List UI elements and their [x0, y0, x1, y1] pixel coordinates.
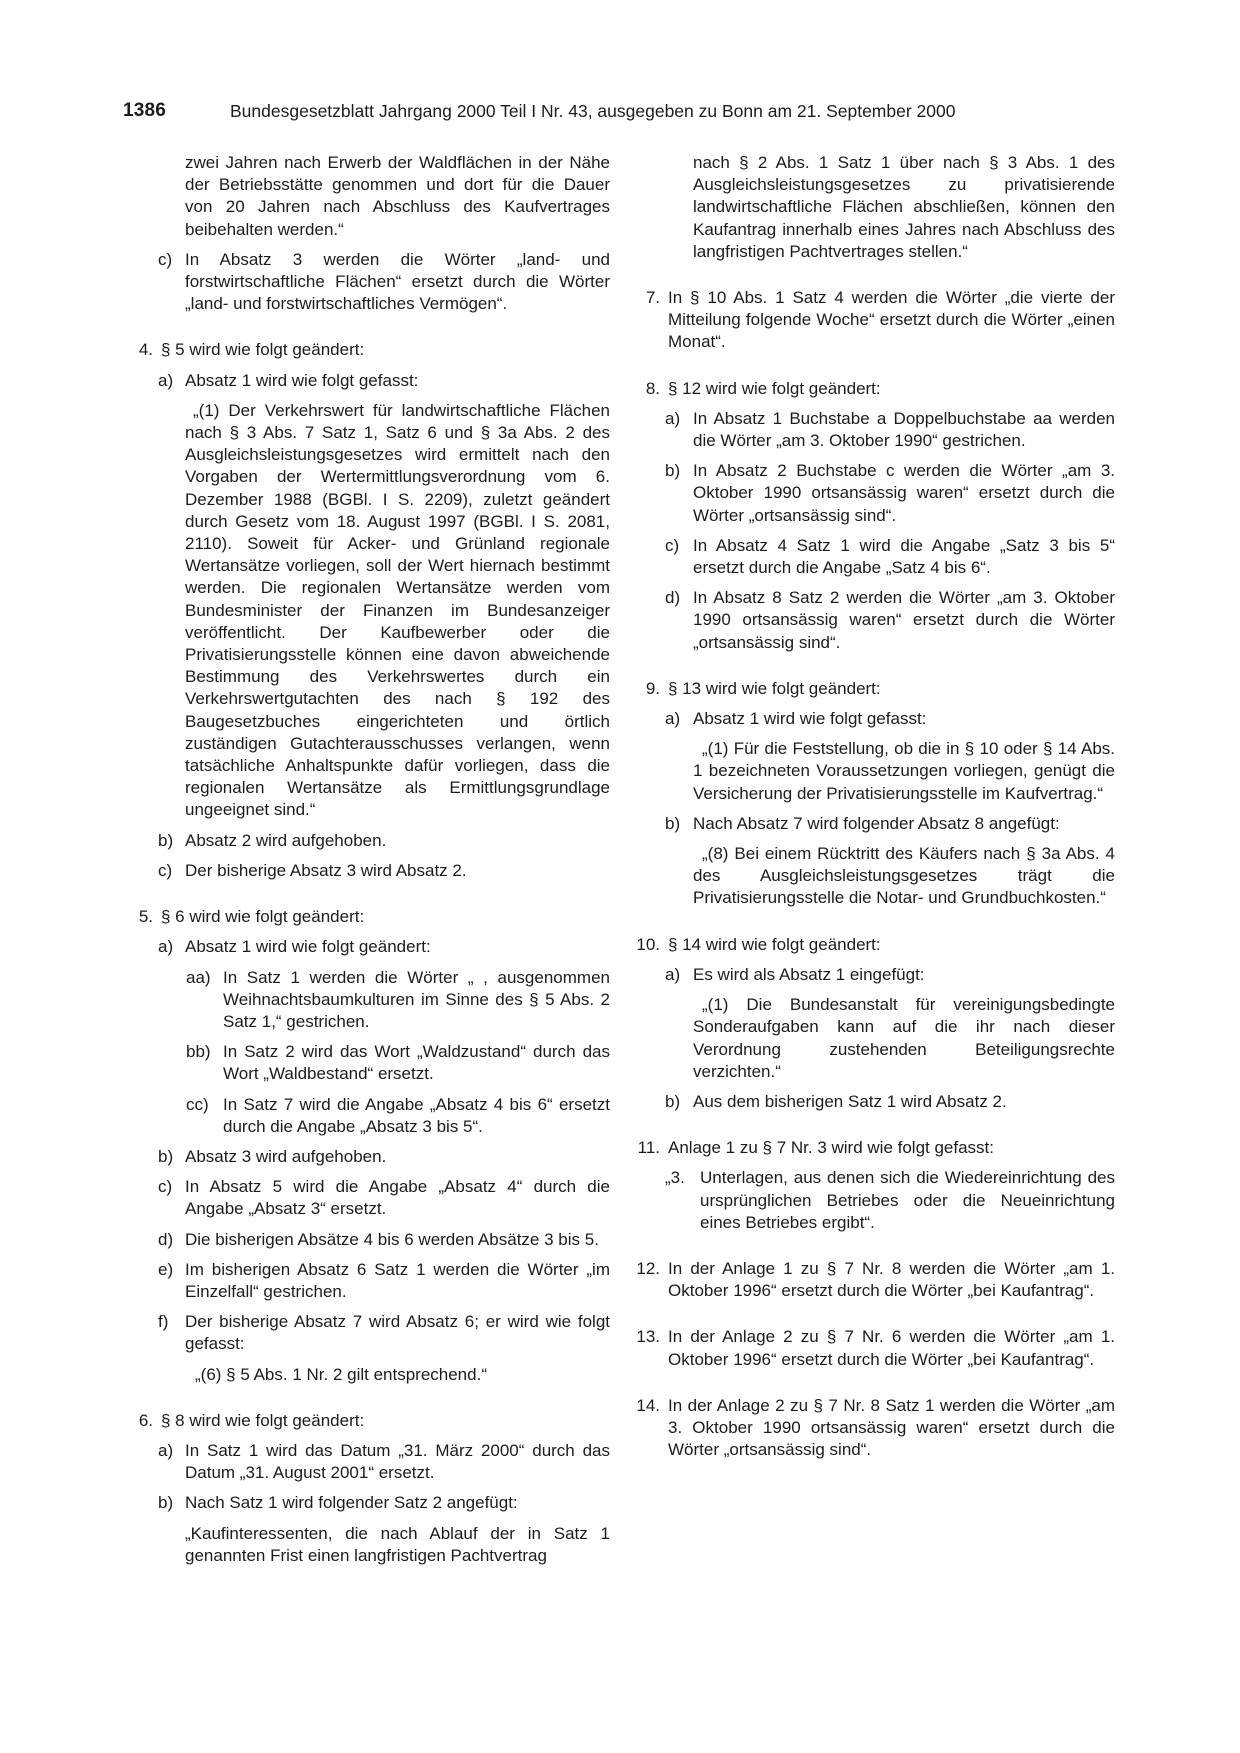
list-item: e) Im bisherigen Absatz 6 Satz 1 werden die Wörter „im Einzelfall“ gestrichen.: [158, 1259, 610, 1301]
list-item: b) Absatz 3 wird aufgehoben.: [158, 1146, 387, 1166]
list-item: a) Absatz 1 wird wie folgt geändert:: [158, 937, 431, 957]
page-number: 1386: [123, 100, 167, 121]
list-item: 10. § 14 wird wie folgt geändert:: [636, 934, 881, 954]
quote-text: „(1) Der Verkehrswert für landwirtschaftliche Flächen nach § 3 Abs. 7 Satz 1, Satz 6 und § 3a Abs. 2 des Ausgleichsleistungsgesetzes wird ermittelt nach den Vorgaben der Wertermittlungsverordnung vom 6. Dezember 1988 (BGBl. I S. 2209), zuletzt geändert durch Gesetz vom 18. August 1997 (BGBl. I S. 2081, 2110). Soweit für Acker- und Grünland regionale Wertansätze vorliegen, soll der Wert hiernach bestimmt werden. Die regionalen Wertansätze werden vom Bundesminister der Finanzen im Bundesanzeiger veröffentlicht. Der Kaufbewerber oder die Privatisierungsstelle können eine davon abweichende Bestimmung des Verkehrswertes durch ein Verkehrswertgutachten des nach § 192 des Baugesetzbuches eingerichteten und örtlich zuständigen Gutachterausschusses verlangen, wenn tatsächliche Anhaltspunkte dafür vorliegen, dass die regionalen Wertansätze als Ermittlungsgrundlage ungeeignet sind.“: [185, 400, 610, 820]
list-item: 13. In der Anlage 2 zu § 7 Nr. 6 werden die Wörter „am 1. Oktober 1996“ ersetzt durch die Wörter „bei Kaufantrag“.: [636, 1327, 1115, 1369]
list-item: d) In Absatz 8 Satz 2 werden die Wörter „am 3. Oktober 1990 ortsansässig waren“ ersetzt durch die Wörter „ortsansässig sind“.: [665, 588, 1115, 652]
quote-text: „(6) § 5 Abs. 1 Nr. 2 gilt entsprechend.“: [195, 1364, 487, 1384]
list-item: „3. Unterlagen, aus denen sich die Wiedereinrichtung des ursprünglichen Betriebes oder die Neueinrichtung eines Betriebes ergibt“.: [665, 1168, 1115, 1232]
list-item: 4. § 5 wird wie folgt geändert:: [138, 340, 365, 360]
list-item: a) Absatz 1 wird wie folgt gefasst:: [665, 709, 927, 729]
list-item: 11. Anlage 1 zu § 7 Nr. 3 wird wie folgt gefasst:: [637, 1138, 995, 1158]
page-header: [123, 100, 1123, 126]
list-item: b) Nach Absatz 7 wird folgender Absatz 8 angefügt:: [665, 813, 1060, 833]
list-item: a) Absatz 1 wird wie folgt gefasst:: [158, 370, 419, 390]
continuation-text: nach § 2 Abs. 1 Satz 1 über nach § 3 Abs. 1 des Ausgleichsleistungsgesetzes zu privatisierende landwirtschaftliche Flächen abschließen, können den Kaufantrag innerhalb eines Jahres nach Abschluss des langfristigen Pachtvertrages stellen.“: [693, 153, 1115, 261]
quote-text: „Kaufinteressenten, die nach Ablauf der in Satz 1 genannten Frist einen langfristigen Pachtvertrag: [185, 1523, 610, 1565]
right-column: [630, 152, 1115, 1461]
list-item: 14. In der Anlage 2 zu § 7 Nr. 8 Satz 1 werden die Wörter „am 3. Oktober 1990 ortsansässig waren“ ersetzt durch die Wörter „ortsansässig sind“.: [636, 1395, 1115, 1460]
list-item: b) In Absatz 2 Buchstabe c werden die Wörter „am 3. Oktober 1990 ortsansässig waren“ ersetzt durch die Wörter „ortsansässig sind“.: [665, 461, 1115, 525]
list-item: a) In Satz 1 wird das Datum „31. März 2000“ durch das Datum „31. August 2001“ ersetzt.: [158, 1440, 610, 1483]
list-item: cc) In Satz 7 wird die Angabe „Absatz 4 bis 6“ ersetzt durch die Angabe „Absatz 3 bis 5“.: [186, 1094, 610, 1136]
list-item: 12. In der Anlage 1 zu § 7 Nr. 8 werden die Wörter „am 1. Oktober 1996“ ersetzt durch die Wörter „bei Kaufantrag“.: [636, 1258, 1115, 1301]
list-item: 9. § 13 wird wie folgt geändert:: [645, 678, 881, 698]
list-item: c) In Absatz 5 wird die Angabe „Absatz 4“ durch die Angabe „Absatz 3“ ersetzt.: [158, 1177, 610, 1219]
list-item: c) In Absatz 3 werden die Wörter „land- und forstwirtschaftliche Flächen“ ersetzt durch die Wörter „land- und forstwirtschaftliches Vermögen“.: [158, 249, 610, 314]
list-item: d) Die bisherigen Absätze 4 bis 6 werden Absätze 3 bis 5.: [158, 1229, 599, 1249]
list-item: f) Der bisherige Absatz 7 wird Absatz 6; er wird wie folgt gefasst:: [158, 1312, 610, 1354]
left-column: [123, 152, 610, 1567]
quote-text: „(1) Die Bundesanstalt für vereinigungsbedingte Sonderaufgaben kann auf die ihr nach dieser Verordnung zustehenden Beteiligungsrechte verzichten.“: [693, 995, 1115, 1081]
list-item: bb) In Satz 2 wird das Wort „Waldzustand“ durch das Wort „Waldbestand“ ersetzt.: [186, 1042, 610, 1084]
list-item: 6. § 8 wird wie folgt geändert:: [138, 1410, 365, 1430]
list-item: 7. In § 10 Abs. 1 Satz 4 werden die Wörter „die vierte der Mitteilung folgende Woche“ ersetzt durch die Wörter „einen Monat“.: [645, 288, 1115, 352]
header-title: Bundesgesetzblatt Jahrgang 2000 Teil I Nr. 43, ausgegeben zu Bonn am 21. September 2000: [230, 101, 956, 121]
list-item: a) Es wird als Absatz 1 eingefügt:: [665, 964, 925, 984]
quote-text: „(8) Bei einem Rücktritt des Käufers nach § 3a Abs. 4 des Ausgleichsleistungsgesetzes trägt die Privatisierungsstelle die Notar- und Grundbuchkosten.“: [693, 844, 1115, 908]
list-item: b) Nach Satz 1 wird folgender Satz 2 angefügt:: [158, 1493, 518, 1513]
list-item: 5. § 6 wird wie folgt geändert:: [138, 907, 365, 927]
list-item: b) Absatz 2 wird aufgehoben.: [158, 830, 387, 850]
list-item: 8. § 12 wird wie folgt geändert:: [645, 378, 881, 398]
list-item: aa) In Satz 1 werden die Wörter „ , ausgenommen Weihnachtsbaumkulturen im Sinne des § 5 Abs. 2 Satz 1,“ gestrichen.: [186, 967, 610, 1031]
list-item: a) In Absatz 1 Buchstabe a Doppelbuchstabe aa werden die Wörter „am 3. Oktober 1990“ gestrichen.: [665, 408, 1115, 451]
list-item: b) Aus dem bisherigen Satz 1 wird Absatz 2.: [665, 1091, 1007, 1111]
continuation-text: zwei Jahren nach Erwerb der Waldflächen in der Nähe der Betriebsstätte genommen und dort für die Dauer von 20 Jahren nach Abschluss des Kaufvertrages beibehalten werden.“: [185, 153, 610, 239]
list-item: c) In Absatz 4 Satz 1 wird die Angabe „Satz 3 bis 5“ ersetzt durch die Angabe „Satz 4 bis 6“.: [665, 535, 1115, 578]
quote-text: „(1) Für die Feststellung, ob die in § 10 oder § 14 Abs. 1 bezeichneten Voraussetzungen vorliegen, genügt die Versicherung der Privatisierungsstelle im Kaufvertrag.“: [693, 739, 1115, 803]
list-item: c) Der bisherige Absatz 3 wird Absatz 2.: [158, 860, 467, 880]
